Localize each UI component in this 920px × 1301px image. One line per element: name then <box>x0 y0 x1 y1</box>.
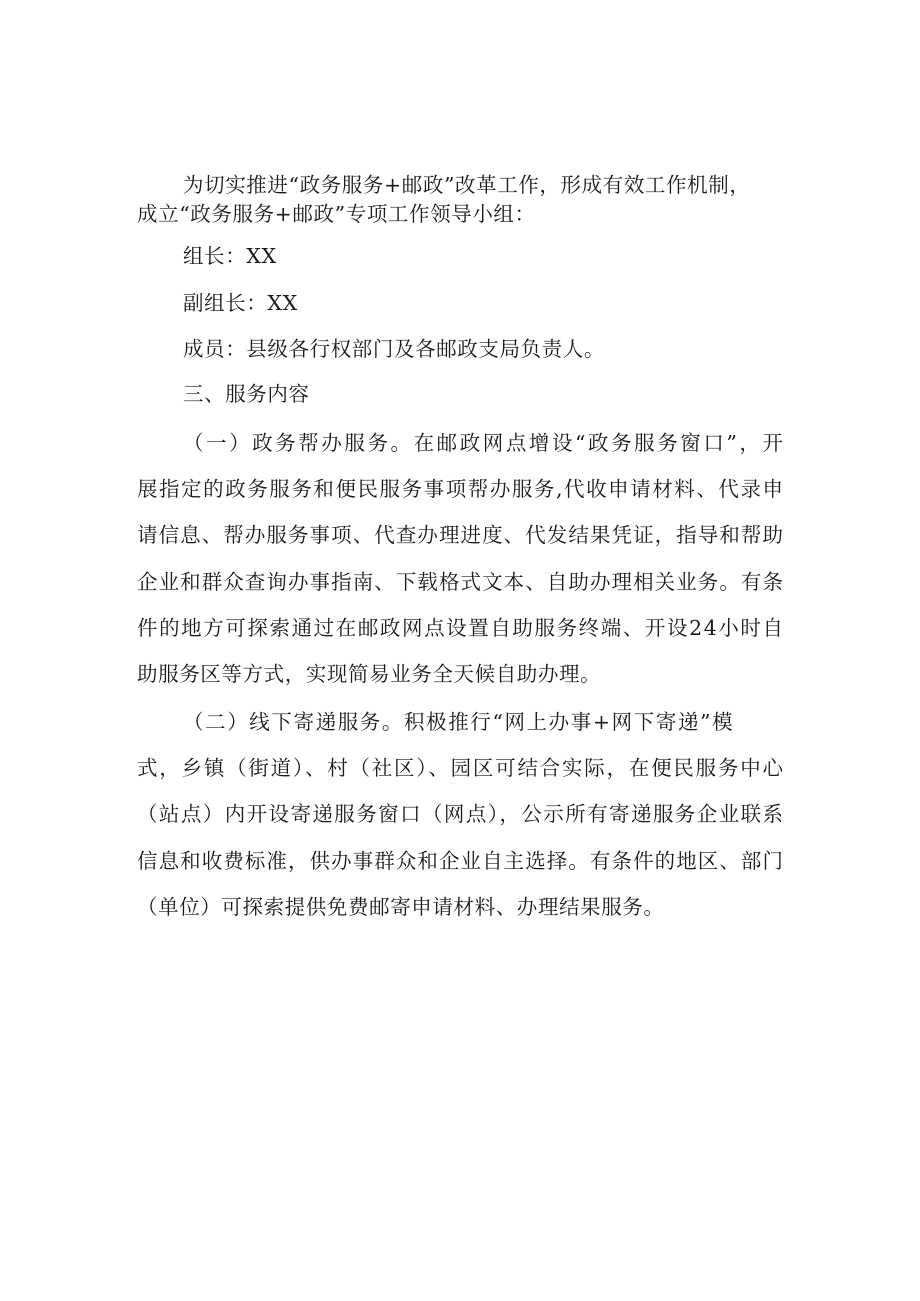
leader-line: 组长：XX <box>183 244 277 268</box>
intro-line-1: 为切实推进“政务服务+邮政”改革工作，形成有效工作机制， <box>183 173 751 197</box>
para1-line-3-text: 请信息、帮办服务事项、代查办理进度、代发结果凭证，指导和帮助 <box>137 523 785 547</box>
para1-line-2-text: 展指定的政务服务和便民服务事项帮办服务,代收申请材料、代录申 <box>137 477 785 501</box>
para1-line-4-text: 企业和群众查询办事指南、下载格式文本、自助办理相关业务。有条 <box>137 570 785 594</box>
para1-line-4 <box>137 572 783 593</box>
para1-line-2 <box>137 479 783 500</box>
para1-line-5 <box>137 618 783 639</box>
para2-line-3 <box>137 804 783 825</box>
section-heading: 三、服务内容 <box>183 382 310 406</box>
para1-line-1 <box>183 431 786 455</box>
deputy-leader-line: 副组长：XX <box>183 291 298 315</box>
para2-line-2 <box>137 758 783 779</box>
members-line: 成员：县级各行权部门及各邮政支局负责人。 <box>183 337 605 361</box>
para2-line-4 <box>137 851 783 872</box>
para1-line-6: 助服务区等方式，实现简易业务全天候自助办理。 <box>137 662 602 686</box>
para1-line-5-text: 件的地方可探索通过在邮政网点设置自助服务终端、开设24小时自 <box>137 616 785 640</box>
para2-line-1: （二）线下寄递服务。积极推行“网上办事+网下寄递”模 <box>183 710 735 734</box>
para1-line-1-text: （一）政务帮办服务。在邮政网点增设“政务服务窗口”，开 <box>183 431 786 455</box>
para2-line-4-text: 信息和收费标准，供办事群众和企业自主选择。有条件的地区、部门 <box>137 849 785 873</box>
para1-line-3 <box>137 525 783 546</box>
para2-line-2-text: 式，乡镇（街道）、村（社区）、园区可结合实际，在便民服务中心 <box>137 756 785 780</box>
intro-line-2: 成立“政务服务+邮政”专项工作领导小组： <box>137 202 536 226</box>
para2-line-3-text: （站点）内开设寄递服务窗口（网点），公示所有寄递服务企业联系 <box>137 802 785 826</box>
para2-line-5: （单位）可探索提供免费邮寄申请材料、办理结果服务。 <box>137 895 665 919</box>
